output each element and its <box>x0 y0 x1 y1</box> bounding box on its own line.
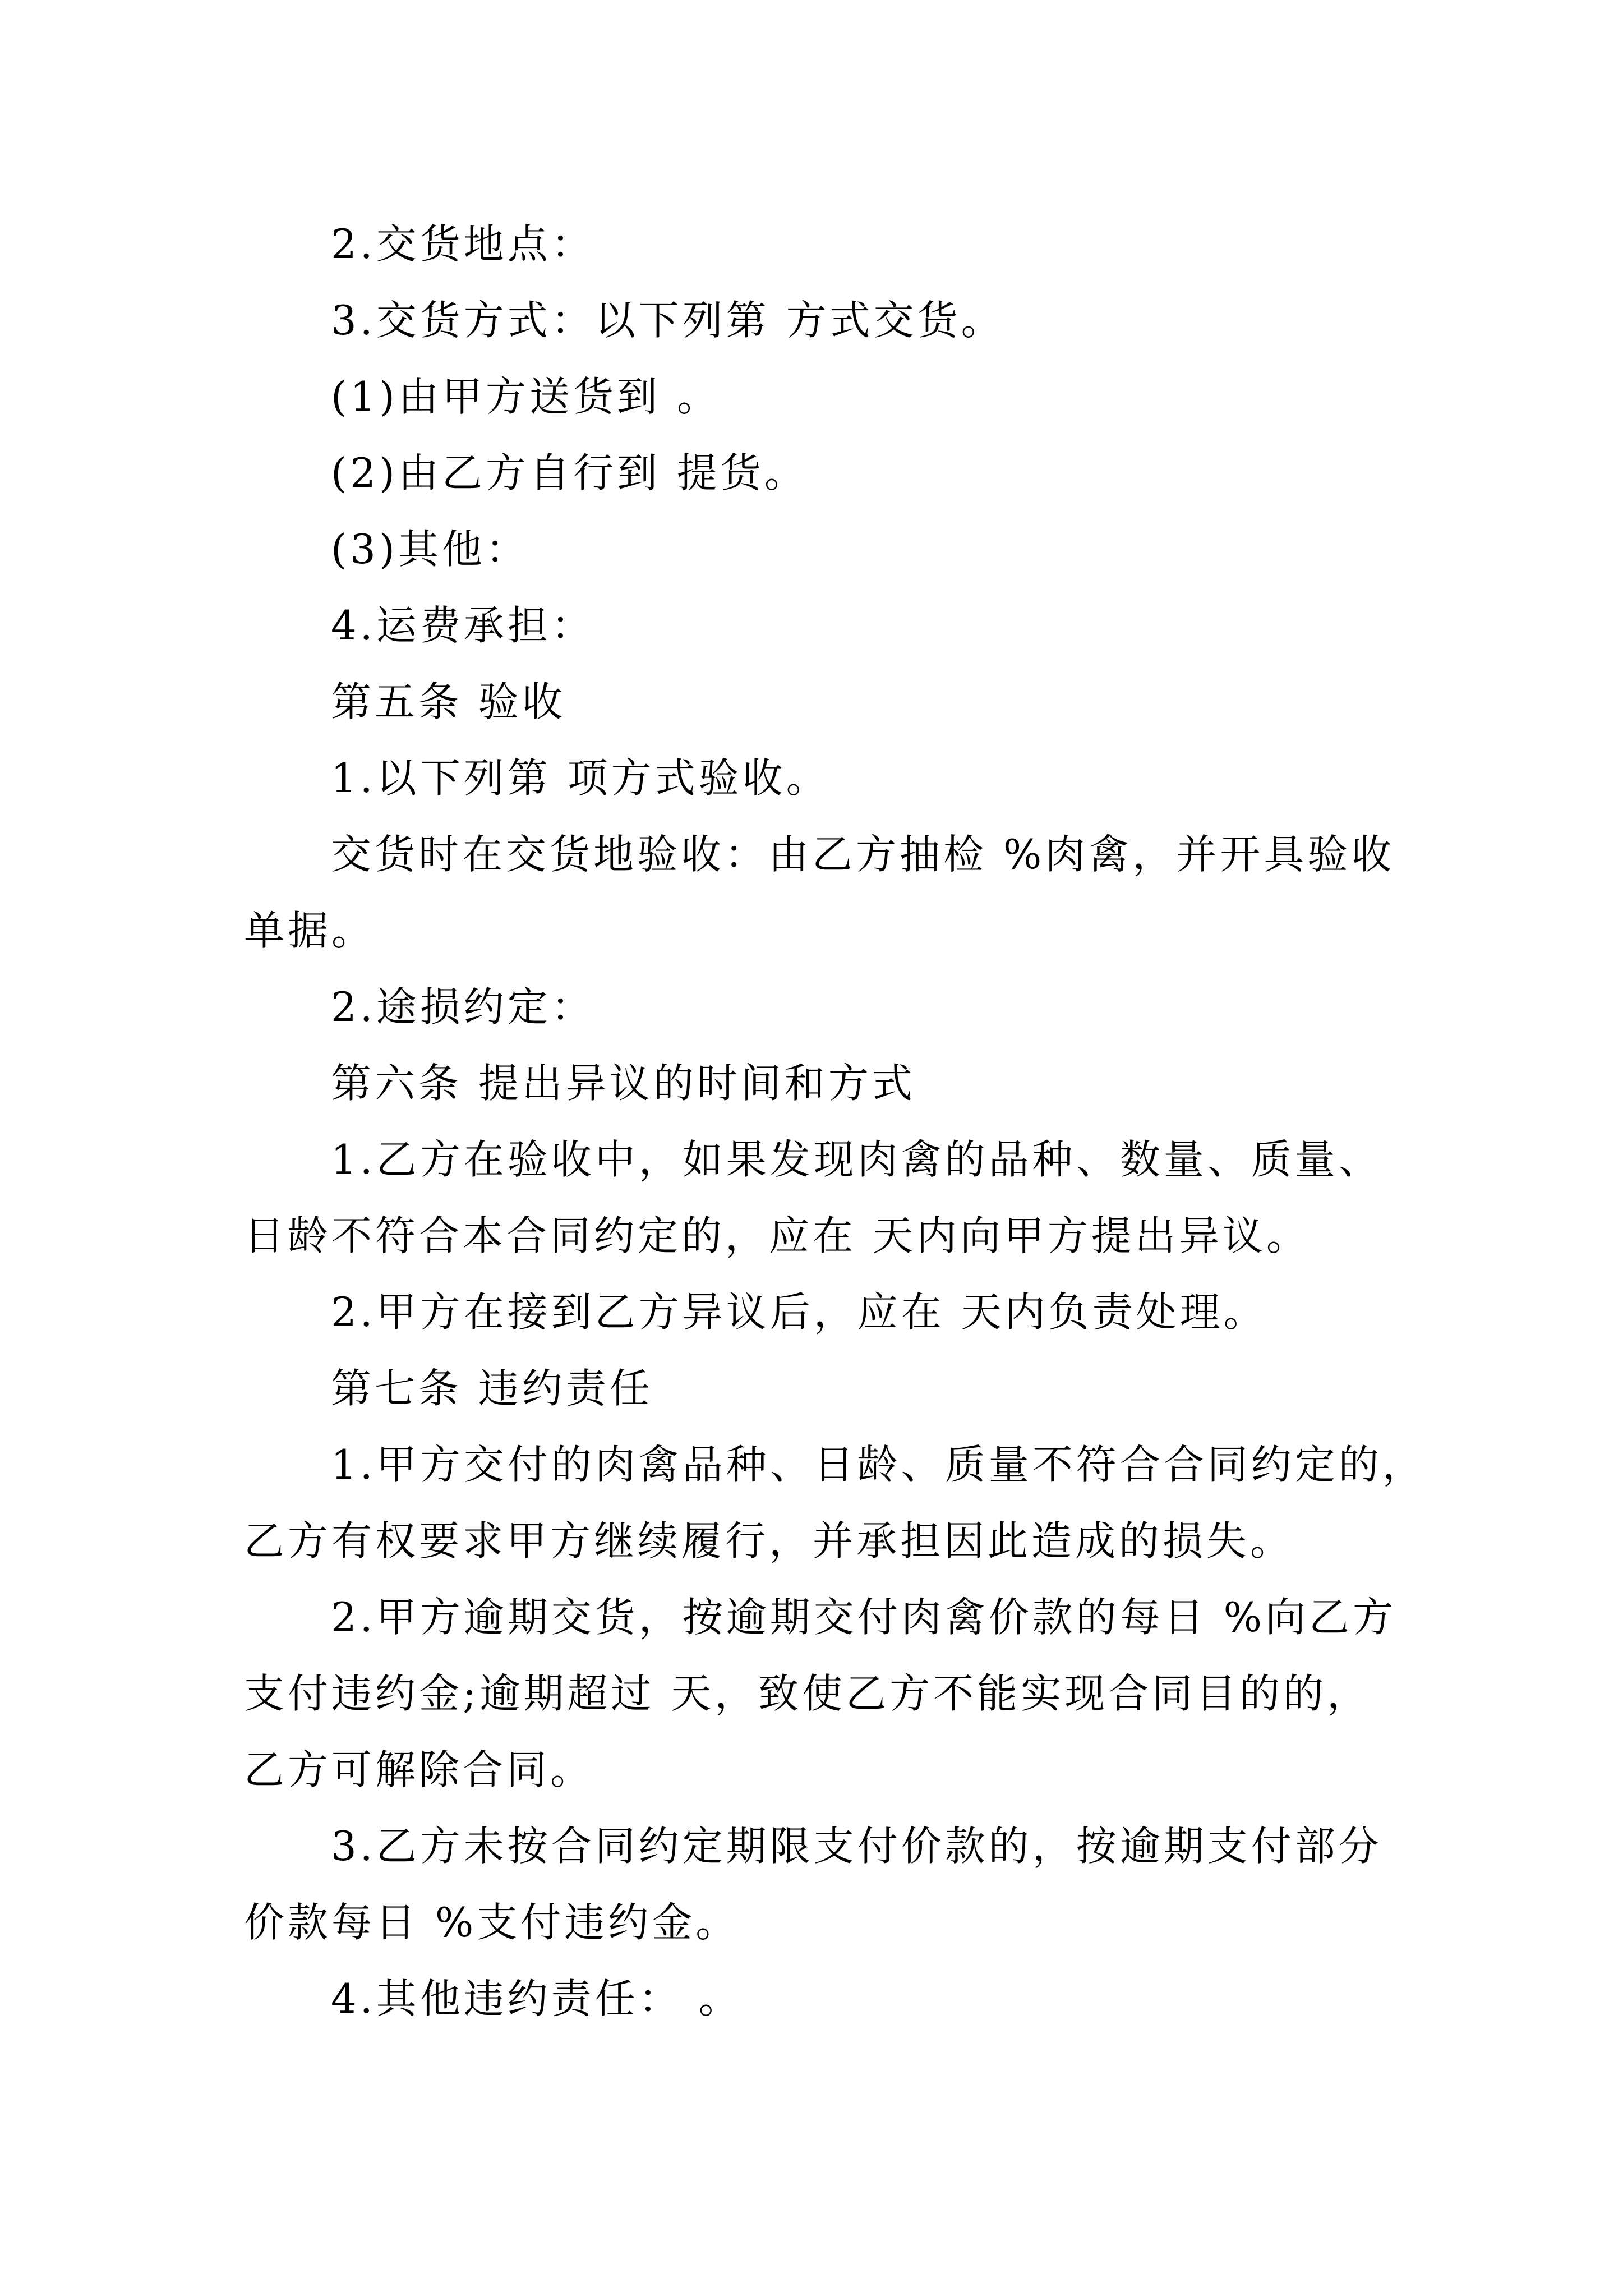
section-heading-article-5: 第五条 验收 <box>331 678 566 725</box>
text-line-transit-loss: 2.途损约定： <box>331 983 595 1030</box>
text-line-option-1: (1)由甲方送货到 。 <box>331 373 721 420</box>
text-line-inspection-detail-cont: 单据。 <box>244 907 376 954</box>
section-heading-article-7: 第七条 违约责任 <box>331 1365 653 1412</box>
text-line-objection-2: 2.甲方在接到乙方异议后，应在 天内负责处理。 <box>331 1289 1267 1336</box>
text-line-liability-1: 1.甲方交付的肉禽品种、日龄、质量不符合合同约定的， <box>331 1441 1426 1488</box>
text-line-liability-4: 4.其他违约责任： 。 <box>331 1975 743 2022</box>
text-line-liability-2-end: 乙方可解除合同。 <box>244 1746 594 1793</box>
text-line-option-2: (2)由乙方自行到 提货。 <box>331 449 808 496</box>
text-line-option-3: (3)其他： <box>331 526 529 573</box>
section-heading-article-6: 第六条 提出异议的时间和方式 <box>331 1060 916 1107</box>
text-line-delivery-place: 2.交货地点： <box>331 220 595 268</box>
text-line-inspection-detail: 交货时在交货地验收：由乙方抽检 %肉禽，并开具验收 <box>331 831 1395 878</box>
text-line-objection-1: 1.乙方在验收中，如果发现肉禽的品种、数量、质量、 <box>331 1136 1382 1183</box>
text-line-liability-2: 2.甲方逾期交货，按逾期交付肉禽价款的每日 %向乙方 <box>331 1594 1396 1641</box>
text-line-liability-2-cont: 支付违约金;逾期超过 天，致使乙方不能实现合同目的的， <box>244 1670 1371 1717</box>
text-line-liability-3-cont: 价款每日 %支付违约金。 <box>244 1899 740 1946</box>
text-line-objection-1-cont: 日龄不符合本合同约定的，应在 天内向甲方提出异议。 <box>244 1212 1310 1259</box>
text-line-inspection-method: 1.以下列第 项方式验收。 <box>331 754 830 802</box>
text-line-delivery-method: 3.交货方式：以下列第 方式交货。 <box>331 297 1005 344</box>
text-line-liability-3: 3.乙方未按合同约定期限支付价款的，按逾期支付部分 <box>331 1823 1382 1870</box>
text-line-freight: 4.运费承担： <box>331 602 595 649</box>
text-line-liability-1-cont: 乙方有权要求甲方继续履行，并承担因此造成的损失。 <box>244 1517 1294 1565</box>
